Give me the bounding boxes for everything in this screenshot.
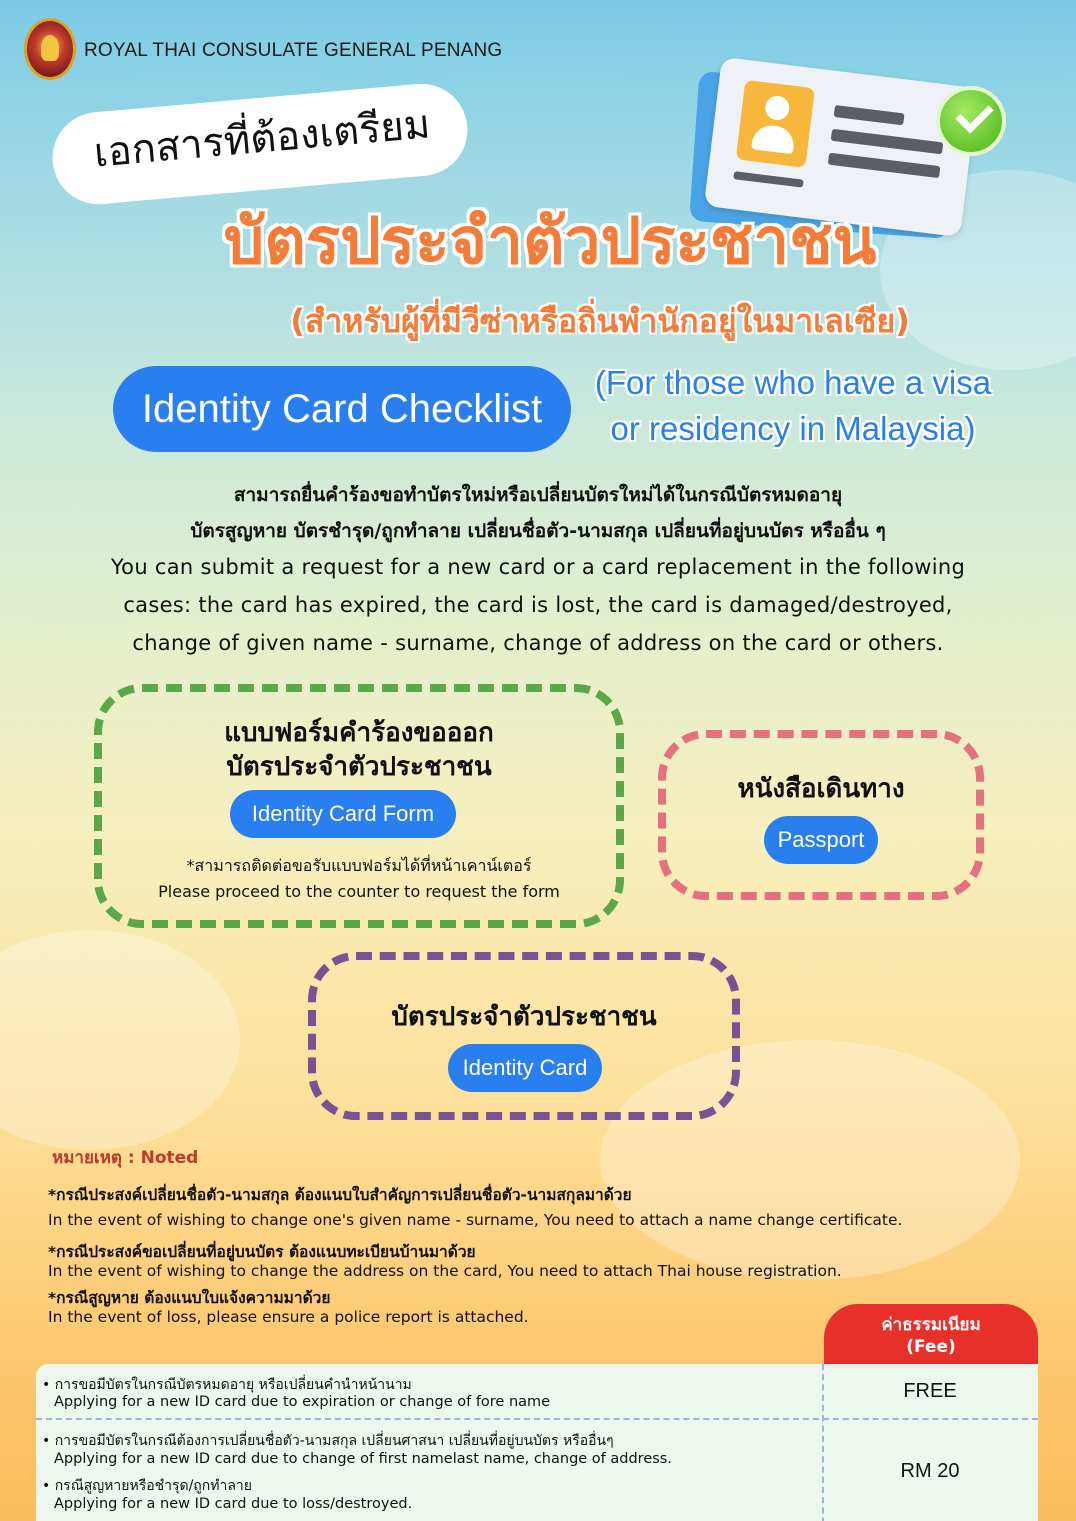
page-subtitle-th: (สำหรับผู้ที่มีวีซ่าหรือถิ่นพำนักอยู่ในมาเลเซีย) [290,302,910,340]
passport-box [658,730,984,900]
identity-card-pill: Identity Card [448,1044,602,1092]
org-name: ROYAL THAI CONSULATE GENERAL PENANG [84,40,503,61]
form-note-en: Please proceed to the counter to request the form [158,882,560,901]
fee-row1-en: Applying for a new ID card due to expiration or change of fore name [54,1394,551,1410]
form-box-title-line1: แบบฟอร์มคำร้องขอออก [224,718,494,748]
form-note-th: *สามารถติดต่อขอรับแบบฟอร์มได้ที่หน้าเคาน์เตอร์ [186,856,532,875]
identity-card-box-title: บัตรประจำตัวประชาชน [391,1002,657,1032]
fee-row2-en: Applying for a new ID card due to change of first namelast name, change of address. [54,1451,672,1467]
fee-row2-th: • การขอมีบัตรในกรณีต้องการเปลี่ยนชื่อตัว-นามสกุล เปลี่ยนศาสนา เปลี่ยนที่อยู่บนบัตร หรืออื่นๆ [42,1433,614,1449]
passport-pill: Passport [764,816,878,864]
subtitle-en-line1: (For those who have a visa [594,364,992,401]
fee-row3-th: • กรณีสูญหายหรือชำรุด/ถูกทำลาย [42,1478,252,1494]
intro-en [40,548,1036,662]
fee-row1-value: FREE [903,1380,957,1402]
intro-en-line1: You can submit a request for a new card or a card replacement in the following [110,555,966,579]
note1-th: *กรณีประสงค์เปลี่ยนชื่อตัว-นามสกุล ต้องแนบใบสำคัญการเปลี่ยนชื่อตัว-นามสกุลมาด้วย [48,1186,632,1204]
note1-en: In the event of wishing to change one's given name - surname, You need to attach a name change certificate. [48,1211,903,1229]
note3-th: *กรณีสูญหาย ต้องแนบใบแจ้งความมาด้วย [48,1289,331,1307]
passport-box-title: หนังสือเดินทาง [737,774,905,804]
identity-card-box [308,952,740,1120]
checklist-title-pill: Identity Card Checklist [113,366,571,452]
intro-th-line1: สามารถยื่นคำร้องขอทำบัตรใหม่หรือเปลี่ยนบัตรใหม่ได้ในกรณีบัตรหมดอายุ [233,484,843,506]
intro-th-line2: บัตรสูญหาย บัตรชำรุด/ถูกทำลาย เปลี่ยนชื่อตัว-นามสกุล เปลี่ยนที่อยู่บนบัตร หรืออื่น ๆ [190,520,886,542]
form-box-title-line2: บัตรประจำตัวประชาชน [226,752,492,782]
intro-en-line2: cases: the card has expired, the card is lost, the card is damaged/destroyed, [123,593,953,617]
note3-en: In the event of loss, please ensure a police report is attached. [48,1308,529,1326]
form-box [94,684,624,928]
checkmark-icon [936,86,1006,156]
cloud-decoration [0,930,240,1150]
fee-header [824,1304,1038,1368]
fee-header-th: ค่าธรรมเนียม [881,1315,981,1335]
fee-row2-value: RM 20 [900,1460,960,1482]
heading-pill-text: เอกสารที่ต้องเตรียม [92,101,432,177]
fee-row1-th: • การขอมีบัตรในกรณีบัตรหมดอายุ หรือเปลี่ยนคำนำหน้านาม [42,1377,412,1393]
notes-heading: หมายเหตุ : Noted [52,1148,199,1168]
consulate-seal-icon [24,18,76,80]
page-title: บัตรประจำตัวประชาชน [223,205,877,279]
fee-row3-en: Applying for a new ID card due to loss/destroyed. [54,1496,413,1512]
identity-card-form-pill: Identity Card Form [230,790,456,838]
intro-en-line3: change of given name - surname, change of address on the card or others. [132,631,944,655]
fee-divider [36,1418,1038,1420]
subtitle-en-line2: or residency in Malaysia) [610,410,976,447]
fee-table [36,1364,1038,1521]
note2-en: In the event of wishing to change the address on the card, You need to attach Thai house registration. [48,1262,842,1280]
subtitle-en [578,360,1008,452]
note2-th: *กรณีประสงค์ขอเปลี่ยนที่อยู่บนบัตร ต้องแนบทะเบียนบ้านมาด้วย [48,1243,476,1261]
fee-header-en: (Fee) [906,1337,956,1357]
